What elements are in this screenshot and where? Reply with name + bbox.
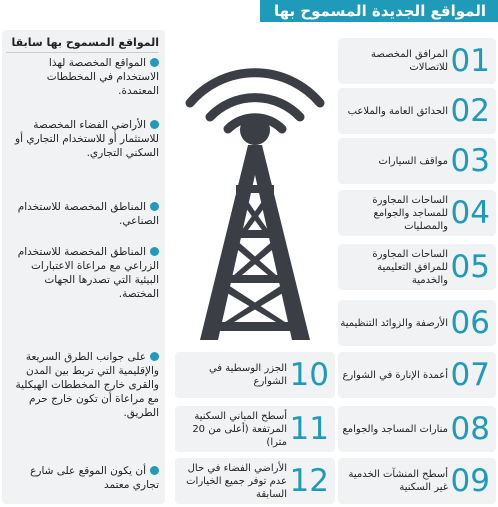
bullet-dot-icon — [150, 202, 159, 211]
list-item: الأراضي الفضاء المخصصة للاستثمار أو للاستخدام التجاري أو السكني التجاري. — [15, 119, 159, 159]
list-item: 03 مواقف السيارات — [338, 138, 496, 184]
list-item: 11 أسطح المباني السكنية المرتفعة (أعلى من 20 مترا) — [175, 406, 335, 452]
previously-allowed-panel — [2, 30, 165, 504]
list-item: 05 الساحات المجاورة للمرافق التعليمية والخدمية — [338, 244, 496, 290]
list-item: 08 منارات المساجد والجوامع — [338, 406, 496, 452]
list-item: 06 الأرصفة والزوائد التنظيمية — [338, 300, 496, 346]
list-item: 04 الساحات المجاورة للمساجد والجوامع والمصليات — [338, 190, 496, 236]
bullet-dot-icon — [150, 466, 159, 475]
bullet-dot-icon — [150, 120, 159, 129]
bullet-dot-icon — [150, 352, 159, 361]
list-item: 02 الحدائق العامة والملاعب — [338, 88, 496, 134]
page-title: المواقع الجديدة المسموح بها — [260, 0, 498, 22]
previously-allowed-heading: المواقع المسموح بها سابقا — [6, 36, 159, 53]
bullet-dot-icon — [150, 58, 159, 67]
list-item: المواقع المخصصة لهذا الاستخدام في المخططات المعتمدة. — [46, 57, 159, 97]
list-item: 09 أسطح المنشآت الخدمية غير السكنية — [338, 458, 496, 504]
bullet-dot-icon — [150, 247, 159, 256]
list-item: على جوانب الطرق السريعة والإقليمية التي تربط بين المدن والقرى خارج المخططات الهيكلية مع مراعاة أن تكون خارج حرم الطريق. — [15, 351, 159, 419]
radio-tower-icon — [170, 25, 340, 345]
list-item: 01 المرافق المخصصة للاتصالات — [338, 38, 496, 84]
list-item: المناطق المخصصة للاستخدام الزراعي مع مراعاة الاعتبارات البيئية التي تصدرها الجهات المختصة. — [17, 246, 159, 300]
list-item: 07 أعمدة الإنارة في الشوارع — [338, 352, 496, 398]
list-item: المناطق المخصصة للاستخدام الصناعي. — [17, 201, 159, 227]
list-item: 12 الأراضي الفضاء في حال عدم توفر جميع الخيارات السابقة — [175, 458, 335, 504]
list-item: أن يكون الموقع على شارع تجاري معتمد — [30, 465, 159, 491]
list-item: 10 الجزر الوسطية في الشوارع — [175, 352, 335, 398]
